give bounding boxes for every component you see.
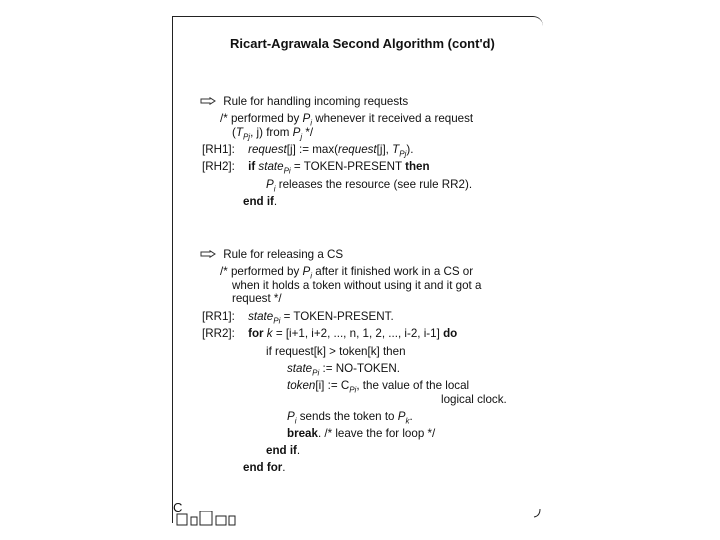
pointing-hand-icon <box>200 250 216 258</box>
section2-comment-a: /* performed by $P_i$ after it finished work in a CS or <box>220 265 474 281</box>
section2-header-row <box>200 248 343 262</box>
section2-header: Rule for releasing a CS <box>223 248 344 261</box>
rule-rh2: [RH2]: if state$_{Pi}$ = TOKEN-PRESENT then <box>202 160 430 176</box>
section1-comment-a: /* performed by $P_i$ whenever it received a request <box>220 112 474 128</box>
rule-rh2-end: end if. <box>243 195 278 208</box>
section1-header-row <box>200 95 408 109</box>
rr2-end-for: end for. <box>243 461 286 474</box>
corner-squares-decoration <box>176 511 236 534</box>
rule-rh1: [RH1]: request[j] := max(request[j], $T_{Pj}$). <box>202 143 414 159</box>
pointing-hand-icon <box>200 97 216 105</box>
rr2-state-line: state$_{Pi}$ := NO-TOKEN. <box>287 362 400 378</box>
rule-label: [RH1]: <box>202 143 235 156</box>
rr2-break-line: break. /* leave the for loop */ <box>287 427 436 440</box>
rule-rr2: [RR2]: for k = [i+1, i+2, ..., n, 1, 2, ..., i-2, i-1] do <box>202 327 458 340</box>
corner-tick-decoration <box>532 507 542 525</box>
rule-rr1: [RR1]: state$_{Pi}$ = TOKEN-PRESENT. <box>202 310 394 326</box>
rule-rh2-body: $P_i$ releases the resource (see rule RR2). <box>266 178 473 194</box>
section1-header: Rule for handling incoming requests <box>223 95 409 108</box>
rule-label: [RR1]: <box>202 310 235 323</box>
rr2-end-if: end if. <box>266 444 301 457</box>
corner-label: C <box>173 500 183 515</box>
section2-comment-b: when it holds a token without using it and it got a <box>232 279 482 292</box>
rule-label: [RH2]: <box>202 160 235 173</box>
rr2-token-line: token[i] := $C_{Pi}$, the value of the local <box>287 379 470 395</box>
page-title: Ricart-Agrawala Second Algorithm (cont'd) <box>230 36 495 51</box>
rr2-if-line: if request[k] > token[k] then <box>266 345 406 358</box>
rr2-send-line: $P_i$ sends the token to $P_k$. <box>287 410 413 426</box>
section1-comment-b: ($T_{Pj}$, j) from $P_j$ */ <box>232 126 314 142</box>
rr2-token-line-cont: logical clock. <box>441 393 507 406</box>
rule-label: [RR2]: <box>202 327 235 340</box>
section2-comment-c: request */ <box>232 292 282 305</box>
